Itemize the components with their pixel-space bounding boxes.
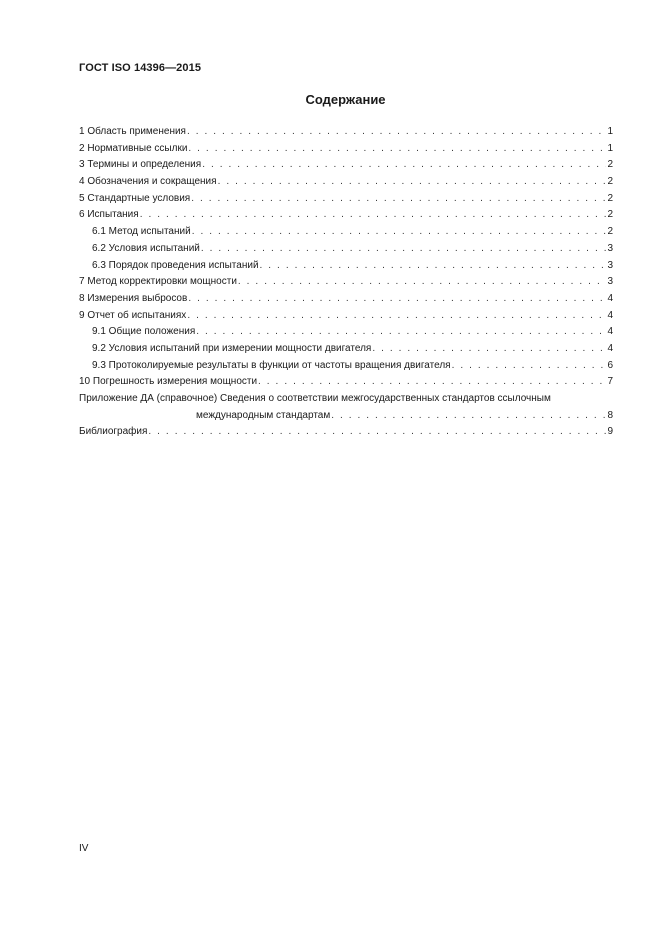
toc-entry-appendix-continued[interactable]	[79, 408, 613, 425]
toc-leader-dots	[260, 258, 607, 275]
toc-entry-2[interactable]	[79, 141, 613, 158]
toc-entry-8[interactable]	[79, 291, 613, 308]
toc-leader-dots	[196, 324, 606, 341]
toc-entry-page: 4	[607, 326, 613, 338]
toc-entry-label: 5 Стандартные условия	[79, 192, 191, 204]
toc-entry-label: 10 Погрешность измерения мощности	[79, 376, 258, 388]
toc-entry-page: 6	[607, 359, 613, 371]
toc-entry-6-1[interactable]	[79, 224, 613, 241]
toc-entry-10[interactable]	[79, 374, 613, 391]
toc-appendix-title: Приложение ДА (справочное) Сведения о соответствии межгосударственных стандартов ссылочным	[79, 393, 551, 404]
toc-entry-6-2[interactable]	[79, 241, 613, 258]
toc-entry-label: 3 Термины и определения	[79, 159, 202, 171]
toc-entry-3[interactable]	[79, 157, 613, 174]
toc-entry-9-1[interactable]	[79, 324, 613, 341]
toc-entry-label: 4 Обозначения и сокращения	[79, 176, 217, 188]
toc-entry-page: 4	[607, 342, 613, 354]
toc-entry-label: 9.3 Протоколируемые результаты в функции от частоты вращения двигателя	[92, 359, 451, 371]
toc-entry-page: 3	[607, 259, 613, 271]
toc-entry-label: Библиография	[79, 426, 148, 438]
toc-leader-dots	[201, 241, 607, 258]
toc-entry-9-2[interactable]	[79, 341, 613, 358]
toc-entry-label: 6.1 Метод испытаний	[92, 226, 191, 238]
toc-entry-bibliography[interactable]	[79, 424, 613, 441]
page-number: IV	[79, 843, 89, 854]
toc-entry-label: 6.3 Порядок проведения испытаний	[92, 259, 259, 271]
toc-entry-6-3[interactable]	[79, 258, 613, 275]
toc-entry-page: 2	[607, 192, 613, 204]
toc-leader-dots	[187, 124, 606, 141]
toc-entry-label: 9.2 Условия испытаний при измерении мощности двигателя	[92, 342, 372, 354]
toc-entry-page: 3	[607, 242, 613, 254]
table-of-contents	[79, 124, 613, 441]
toc-entry-page: 2	[607, 209, 613, 221]
toc-entry-page: 2	[607, 159, 613, 171]
toc-entry-page: 7	[607, 376, 613, 388]
toc-leader-dots	[238, 274, 607, 291]
toc-leader-dots	[218, 174, 607, 191]
toc-entry-page: 4	[607, 309, 613, 321]
toc-entry-page: 1	[607, 126, 613, 137]
toc-entry-label: 8 Измерения выбросов	[79, 292, 188, 304]
toc-entry-page: 4	[607, 292, 613, 304]
toc-entry-label: 6.2 Условия испытаний	[92, 242, 200, 254]
toc-leader-dots	[148, 424, 606, 441]
toc-title: Содержание	[305, 92, 386, 107]
toc-entry-label: 1 Область применения	[79, 126, 186, 137]
toc-entry-9[interactable]	[79, 308, 613, 325]
toc-entry-6[interactable]	[79, 207, 613, 224]
toc-entry-1[interactable]	[79, 124, 613, 141]
toc-entry-page: 9	[607, 426, 613, 438]
toc-leader-dots	[258, 374, 606, 391]
toc-entry-4[interactable]	[79, 174, 613, 191]
toc-entry-7[interactable]	[79, 274, 613, 291]
toc-leader-dots	[192, 224, 607, 241]
toc-entry-9-3[interactable]	[79, 358, 613, 375]
toc-entry-label: 2 Нормативные ссылки	[79, 142, 188, 154]
toc-leader-dots	[140, 207, 607, 224]
toc-leader-dots	[187, 308, 606, 325]
toc-leader-dots	[188, 291, 606, 308]
toc-leader-dots	[452, 358, 607, 375]
toc-entry-label: 9.1 Общие положения	[92, 326, 196, 338]
toc-entry-page: 8	[607, 409, 613, 421]
toc-entry-page: 2	[607, 226, 613, 238]
toc-entry-page: 1	[607, 142, 613, 154]
toc-leader-dots	[372, 341, 606, 358]
toc-entry-5[interactable]	[79, 191, 613, 208]
toc-entry-label: 9 Отчет об испытаниях	[79, 309, 187, 321]
toc-entry-label: 7 Метод корректировки мощности	[79, 276, 237, 288]
toc-leader-dots	[191, 191, 606, 208]
toc-leader-dots	[331, 408, 606, 425]
toc-entry-appendix[interactable]	[79, 391, 613, 408]
toc-leader-dots	[188, 141, 606, 158]
toc-entry-page: 2	[607, 176, 613, 188]
document-code: ГОСТ ISO 14396—2015	[79, 62, 202, 74]
toc-entry-page: 3	[607, 276, 613, 288]
toc-entry-label: 6 Испытания	[79, 209, 139, 221]
toc-appendix-title-continued: международным стандартам	[196, 409, 331, 421]
toc-leader-dots	[202, 157, 606, 174]
